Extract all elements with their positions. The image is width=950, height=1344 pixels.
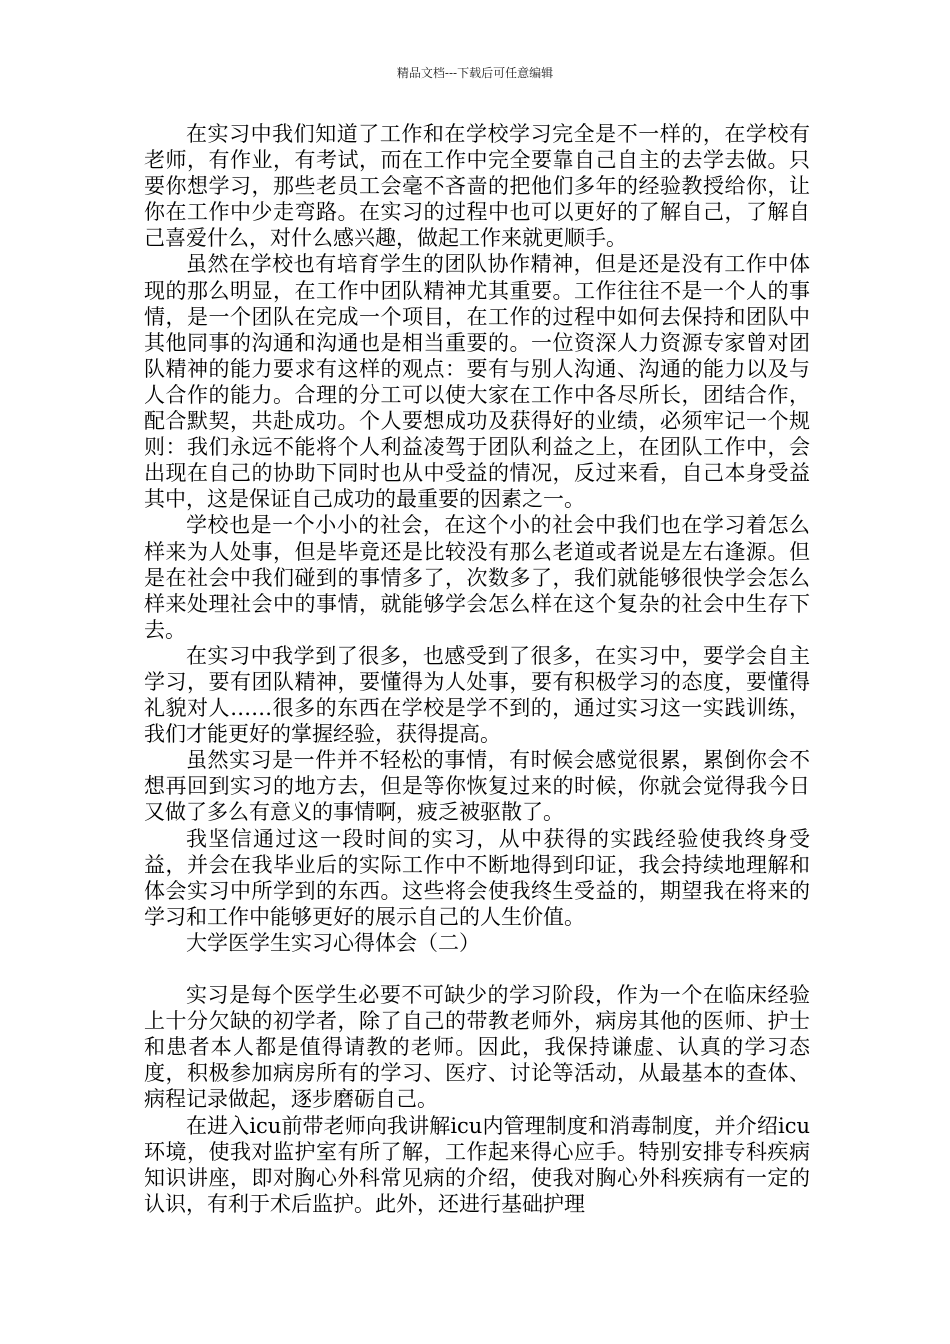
paragraph-3: 学校也是一个小小的社会，在这个小的社会中我们也在学习着怎么样来为人处事，但是毕竟还是比较没有那么老道或者说是左右逢源。但是在社会中我们碰到的事情多了，次数多了，我们就能够很快学会怎么样来处理社会中的事情，就能够学会怎么样在这个复杂的社会中生存下去。	[144, 513, 810, 642]
section-paragraph-1: 实习是每个医学生必要不可缺少的学习阶段，作为一个在临床经验上十分欠缺的初学者，除了自己的带教老师外，病房其他的医师、护士和患者本人都是值得请教的老师。因此，我保持谦虚、认真的学习态度，积极参加病房所有的学习、医疗、讨论等活动，从最基本的查体、病程记录做起，逐步磨砺自己。	[144, 983, 810, 1112]
section-heading: 大学医学生实习心得体会（二）	[186, 930, 480, 955]
document-body	[144, 121, 810, 1217]
paragraph-6: 我坚信通过这一段时间的实习，从中获得的实践经验使我终身受益，并会在我毕业后的实际工作中不断地得到印证，我会持续地理解和体会实习中所学到的东西。这些将会使我终生受益的，期望我在将来的学习和工作中能够更好的展示自己的人生价值。	[144, 826, 810, 929]
section-paragraph-2: 在进入icu前带老师向我讲解icu内管理制度和消毒制度，并介绍icu环境，使我对监护室有所了解，工作起来得心应手。特别安排专科疾病知识讲座，即对胸心外科常见病的介绍，使我对胸心外科疾病有一定的认识，有利于术后监护。此外，还进行基础护理	[144, 1113, 810, 1216]
page-header: 精品文档---下载后可任意编辑	[396, 66, 554, 80]
paragraph-1: 在实习中我们知道了工作和在学校学习完全是不一样的，在学校有老师，有作业，有考试，而在工作中完全要靠自己自主的去学去做。只要你想学习，那些老员工会毫不吝啬的把他们多年的经验教授给你，让你在工作中少走弯路。在实习的过程中也可以更好的了解自己，了解自己喜爱什么，对什么感兴趣，做起工作来就更顺手。	[144, 122, 810, 251]
blank-line	[144, 956, 810, 982]
paragraph-2: 虽然在学校也有培育学生的团队协作精神，但是还是没有工作中体现的那么明显，在工作中团队精神尤其重要。工作往往不是一个人的事情，是一个团队在完成一个项目，在工作的过程中如何去保持和团队中其他同事的沟通和沟通也是相当重要的。一位资深人力资源专家曾对团队精神的能力要求有这样的观点：要有与别人沟通、沟通的能力以及与人合作的能力。合理的分工可以使大家在工作中各尽所长，团结合作，配合默契，共赴成功。个人要想成功及获得好的业绩，必须牢记一个规则：我们永远不能将个人利益凌驾于团队利益之上，在团队工作中，会出现在自己的协助下同时也从中受益的情况，反过来看，自己本身受益其中，这是保证自己成功的最重要的因素之一。	[144, 252, 810, 512]
paragraph-5: 虽然实习是一件并不轻松的事情，有时候会感觉很累，累倒你会不想再回到实习的地方去，但是等你恢复过来的时候，你就会觉得我今日又做了多么有意义的事情啊，疲乏被驱散了。	[144, 748, 810, 825]
paragraph-4: 在实习中我学到了很多，也感受到了很多，在实习中，要学会自主学习，要有团队精神，要懂得为人处事，要有积极学习的态度，要懂得礼貌对人……很多的东西在学校是学不到的，通过实习这一实践训练，我们才能更好的掌握经验，获得提高。	[144, 643, 810, 747]
